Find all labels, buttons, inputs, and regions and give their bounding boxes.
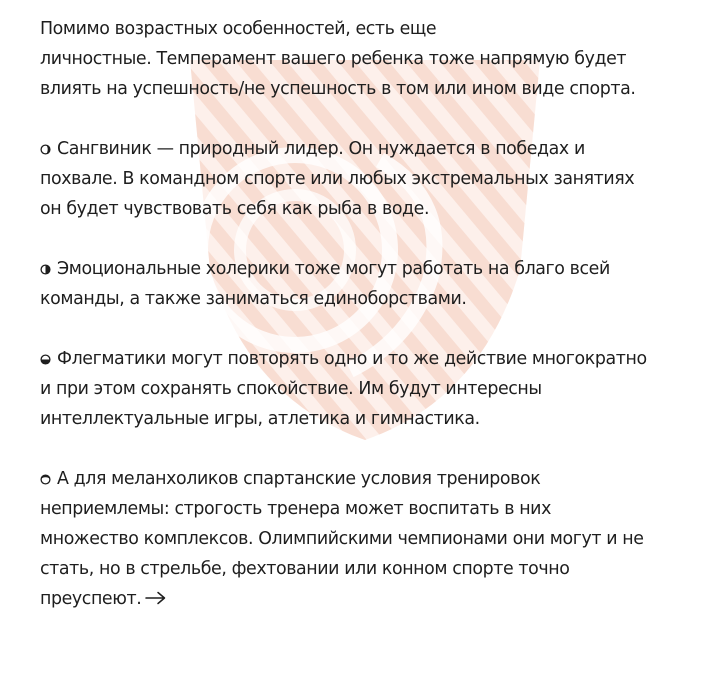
paragraph-melancholic [40, 464, 684, 614]
bullet-text: Сангвиник — природный лидер. Он нуждается в победах и [57, 139, 585, 159]
paragraph-phlegmatic [40, 344, 684, 434]
moon-phase-bullet-icon [40, 144, 51, 155]
text-line [40, 134, 684, 164]
text-line: влиять на успешность/не успешность в том или ином виде спорта. [40, 79, 636, 99]
moon-phase-bullet-icon [40, 354, 51, 365]
text-line: команды, а также заниматься единоборствами. [40, 289, 467, 309]
text-line: множество комплексов. Олимпийскими чемпионами они могут и не [40, 529, 644, 549]
text-line [40, 584, 684, 614]
bullet-text: А для меланхоликов спартанские условия тренировок [57, 469, 541, 489]
paragraph-intro [40, 14, 684, 104]
text-line: похвале. В командном спорте или любых экстремальных занятиях [40, 169, 635, 189]
text-line [40, 344, 684, 374]
moon-phase-bullet-icon [40, 474, 51, 485]
text-line: личностные. Темперамент вашего ребенка тоже напрямую будет [40, 49, 627, 69]
text-line [40, 254, 684, 284]
paragraph-choleric [40, 254, 684, 314]
moon-phase-bullet-icon [40, 264, 51, 275]
final-text: преуспеют. [40, 589, 142, 609]
text-line: и при этом сохранять спокойствие. Им будут интересны [40, 379, 542, 399]
text-line: он будет чувствовать себя как рыба в воде. [40, 199, 430, 219]
arrow-right-icon [145, 591, 167, 605]
bullet-text: Флегматики могут повторять одно и то же действие многократно [57, 349, 647, 369]
paragraph-sanguine [40, 134, 684, 224]
text-line: Помимо возрастных особенностей, есть еще [40, 19, 437, 39]
bullet-text: Эмоциональные холерики тоже могут работать на благо всей [57, 259, 610, 279]
text-line: интеллектуальные игры, атлетика и гимнастика. [40, 409, 480, 429]
text-line [40, 464, 684, 494]
text-line: стать, но в стрельбе, фехтовании или конном спорте точно [40, 559, 570, 579]
text-line: неприемлемы: строгость тренера может воспитать в них [40, 499, 551, 519]
